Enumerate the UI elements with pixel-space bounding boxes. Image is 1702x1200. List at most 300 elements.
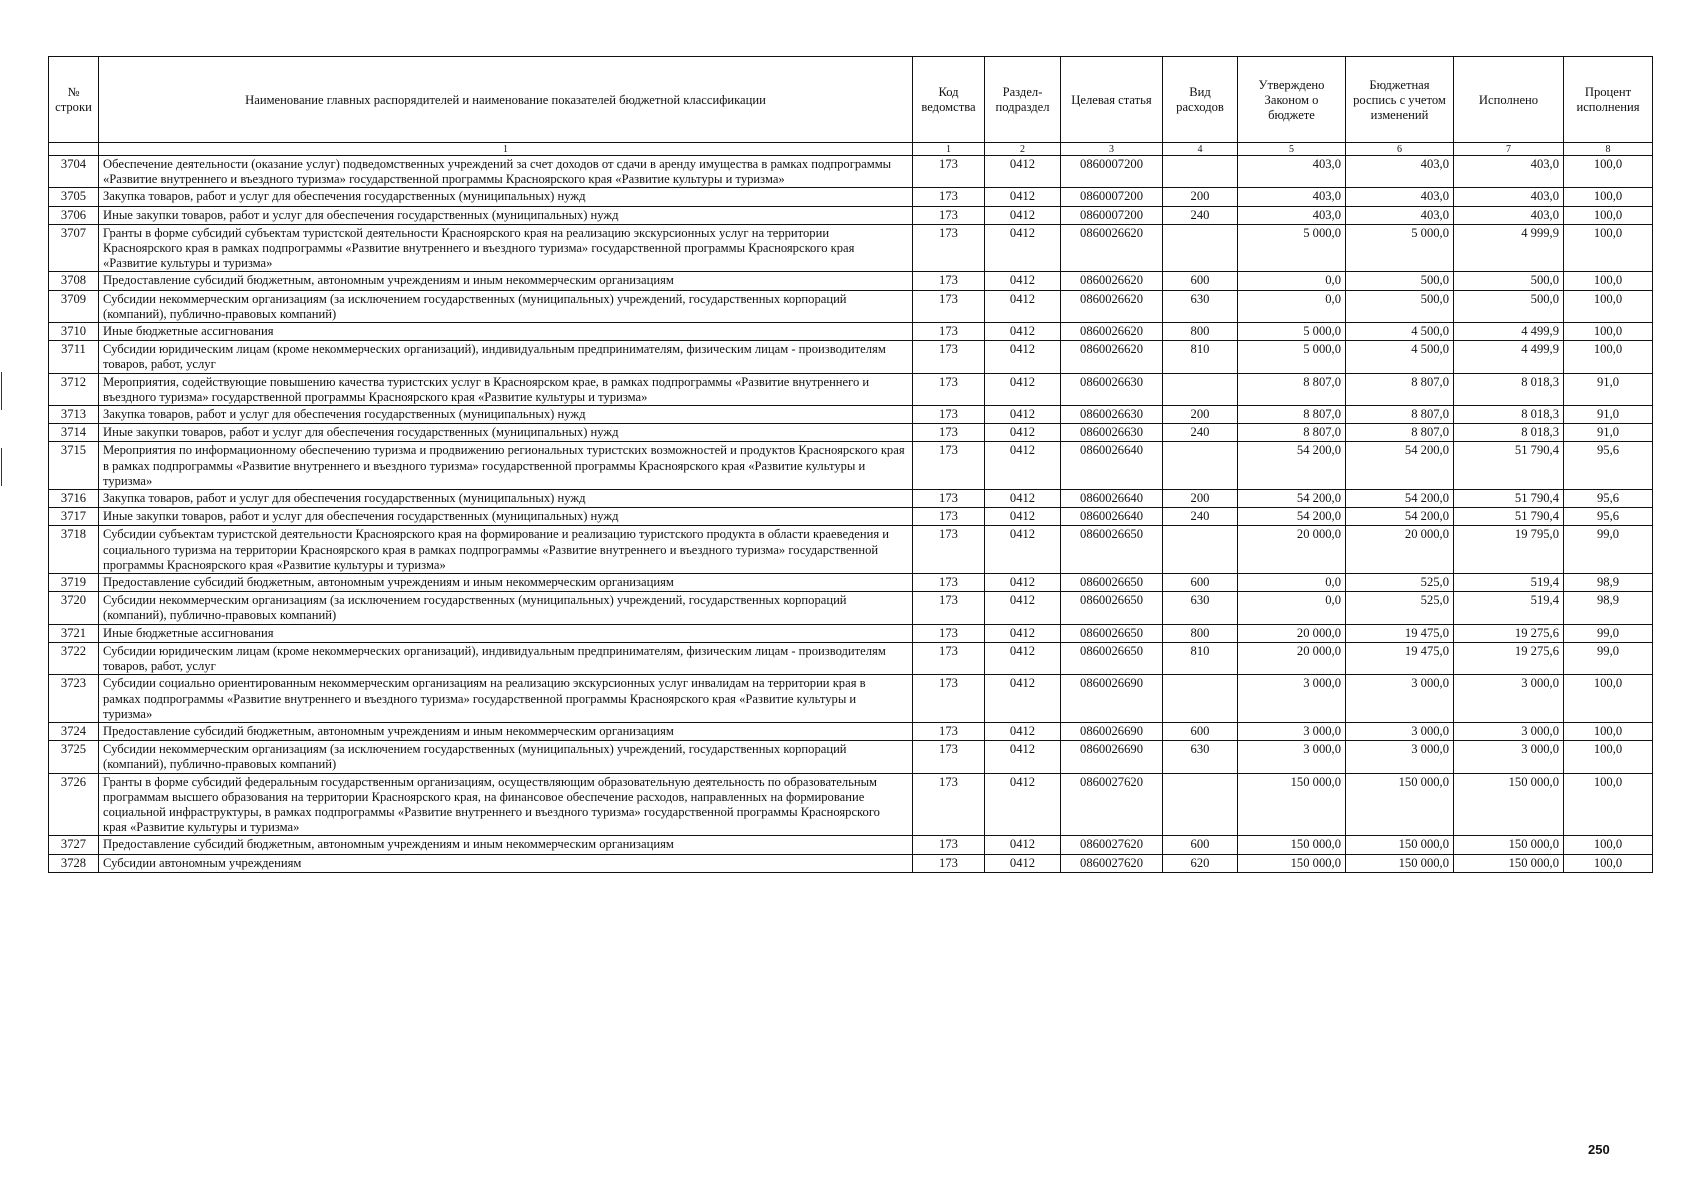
row-name: Иные закупки товаров, работ и услуг для обеспечения государственных (муниципальных) нужд <box>99 508 913 526</box>
row-exp-type: 200 <box>1163 490 1238 508</box>
row-number: 3724 <box>49 722 99 740</box>
row-dept-code: 173 <box>913 206 985 224</box>
row-dept-code: 173 <box>913 675 985 723</box>
row-approved: 5 000,0 <box>1238 224 1346 272</box>
row-approved: 0,0 <box>1238 272 1346 290</box>
budget-table-sheet <box>48 56 1652 873</box>
row-schedule: 500,0 <box>1346 272 1454 290</box>
header-schedule: Бюджетная роспись с учетом изменений <box>1346 57 1454 143</box>
row-exp-type: 620 <box>1163 854 1238 872</box>
row-schedule: 403,0 <box>1346 206 1454 224</box>
table-row <box>49 490 1653 508</box>
row-executed: 403,0 <box>1454 206 1564 224</box>
row-dept-code: 173 <box>913 406 985 424</box>
row-dept-code: 173 <box>913 341 985 373</box>
row-section: 0412 <box>985 341 1061 373</box>
row-target: 0860026630 <box>1061 373 1163 405</box>
row-target: 0860027620 <box>1061 773 1163 836</box>
row-executed: 403,0 <box>1454 156 1564 188</box>
row-executed: 4 499,9 <box>1454 323 1564 341</box>
row-name: Иные бюджетные ассигнования <box>99 624 913 642</box>
row-name: Субсидии юридическим лицам (кроме некоммерческих организаций), индивидуальным предпринимателям, физическим лицам - производителям товаров, работ, услуг <box>99 341 913 373</box>
row-name: Субсидии автономным учреждениям <box>99 854 913 872</box>
column-number: 4 <box>1163 143 1238 156</box>
row-dept-code: 173 <box>913 642 985 674</box>
row-section: 0412 <box>985 206 1061 224</box>
row-target: 0860026640 <box>1061 508 1163 526</box>
row-approved: 54 200,0 <box>1238 490 1346 508</box>
row-percent: 100,0 <box>1564 836 1653 854</box>
row-executed: 519,4 <box>1454 574 1564 592</box>
row-dept-code: 173 <box>913 490 985 508</box>
row-name: Субсидии социально ориентированным некоммерческим организациям на реализацию экскурсионных услуг инвалидам на территории края в рамках подпрограммы «Развитие внутреннего и въездного туризма» государственной программы Красноярского края «Развитие культуры и туризма» <box>99 675 913 723</box>
row-approved: 8 807,0 <box>1238 424 1346 442</box>
row-section: 0412 <box>985 592 1061 624</box>
row-schedule: 54 200,0 <box>1346 490 1454 508</box>
row-schedule: 20 000,0 <box>1346 526 1454 574</box>
row-dept-code: 173 <box>913 773 985 836</box>
row-section: 0412 <box>985 290 1061 322</box>
row-executed: 19 275,6 <box>1454 624 1564 642</box>
row-section: 0412 <box>985 188 1061 206</box>
row-percent: 95,6 <box>1564 442 1653 490</box>
row-schedule: 19 475,0 <box>1346 624 1454 642</box>
row-percent: 100,0 <box>1564 272 1653 290</box>
row-number: 3726 <box>49 773 99 836</box>
row-approved: 0,0 <box>1238 290 1346 322</box>
row-schedule: 54 200,0 <box>1346 442 1454 490</box>
row-section: 0412 <box>985 424 1061 442</box>
row-name: Предоставление субсидий бюджетным, автономным учреждениям и иным некоммерческим организациям <box>99 722 913 740</box>
row-approved: 5 000,0 <box>1238 341 1346 373</box>
row-exp-type: 630 <box>1163 290 1238 322</box>
header-row <box>49 57 1653 143</box>
row-percent: 91,0 <box>1564 373 1653 405</box>
row-target: 0860007200 <box>1061 206 1163 224</box>
row-executed: 19 275,6 <box>1454 642 1564 674</box>
row-name: Предоставление субсидий бюджетным, автономным учреждениям и иным некоммерческим организациям <box>99 272 913 290</box>
row-exp-type: 200 <box>1163 188 1238 206</box>
row-schedule: 54 200,0 <box>1346 508 1454 526</box>
row-number: 3717 <box>49 508 99 526</box>
row-target: 0860026690 <box>1061 741 1163 773</box>
row-executed: 500,0 <box>1454 272 1564 290</box>
row-schedule: 525,0 <box>1346 592 1454 624</box>
row-dept-code: 173 <box>913 526 985 574</box>
row-exp-type: 630 <box>1163 741 1238 773</box>
row-dept-code: 173 <box>913 592 985 624</box>
row-schedule: 403,0 <box>1346 188 1454 206</box>
header-target: Целевая статья <box>1061 57 1163 143</box>
row-schedule: 8 807,0 <box>1346 424 1454 442</box>
row-schedule: 150 000,0 <box>1346 836 1454 854</box>
scan-mark <box>1 372 2 410</box>
row-section: 0412 <box>985 406 1061 424</box>
row-schedule: 3 000,0 <box>1346 741 1454 773</box>
row-dept-code: 173 <box>913 442 985 490</box>
row-approved: 54 200,0 <box>1238 508 1346 526</box>
column-number: 1 <box>99 143 913 156</box>
row-schedule: 4 500,0 <box>1346 323 1454 341</box>
row-percent: 100,0 <box>1564 854 1653 872</box>
row-section: 0412 <box>985 741 1061 773</box>
row-section: 0412 <box>985 574 1061 592</box>
table-row <box>49 574 1653 592</box>
row-name: Гранты в форме субсидий федеральным государственным организациям, осуществляющим образовательную деятельность по образовательным программам высшего образования на территории Красноярского края, на финансовое обеспечение расходов, направленных на формирование социальной инфраструктуры, в рамках подпрограммы «Развитие внутреннего и въездного туризма» государственной программы Красноярского края «Развитие культуры и туризма» <box>99 773 913 836</box>
table-row <box>49 642 1653 674</box>
row-name: Мероприятия, содействующие повышению качества туристских услуг в Красноярском крае, в рамках подпрограммы «Развитие внутреннего и въездного туризма» государственной программы Красноярского края «Развитие культуры и туризма» <box>99 373 913 405</box>
table-row <box>49 624 1653 642</box>
row-executed: 519,4 <box>1454 592 1564 624</box>
row-executed: 150 000,0 <box>1454 836 1564 854</box>
row-approved: 3 000,0 <box>1238 722 1346 740</box>
header-exp-type: Вид расходов <box>1163 57 1238 143</box>
row-percent: 100,0 <box>1564 323 1653 341</box>
table-row <box>49 836 1653 854</box>
row-target: 0860026650 <box>1061 642 1163 674</box>
row-target: 0860026640 <box>1061 490 1163 508</box>
table-row <box>49 741 1653 773</box>
row-executed: 51 790,4 <box>1454 508 1564 526</box>
table-row <box>49 526 1653 574</box>
row-percent: 100,0 <box>1564 773 1653 836</box>
row-target: 0860026640 <box>1061 442 1163 490</box>
row-exp-type: 240 <box>1163 424 1238 442</box>
row-number: 3720 <box>49 592 99 624</box>
row-name: Субсидии юридическим лицам (кроме некоммерческих организаций), индивидуальным предпринимателям, физическим лицам - производителям товаров, работ, услуг <box>99 642 913 674</box>
row-percent: 99,0 <box>1564 526 1653 574</box>
row-dept-code: 173 <box>913 836 985 854</box>
table-body <box>49 156 1653 873</box>
row-section: 0412 <box>985 675 1061 723</box>
row-section: 0412 <box>985 624 1061 642</box>
row-approved: 8 807,0 <box>1238 406 1346 424</box>
column-number: 3 <box>1061 143 1163 156</box>
row-percent: 100,0 <box>1564 224 1653 272</box>
row-executed: 51 790,4 <box>1454 490 1564 508</box>
row-executed: 3 000,0 <box>1454 722 1564 740</box>
row-target: 0860026630 <box>1061 406 1163 424</box>
row-dept-code: 173 <box>913 373 985 405</box>
row-section: 0412 <box>985 156 1061 188</box>
row-approved: 403,0 <box>1238 188 1346 206</box>
row-number: 3723 <box>49 675 99 723</box>
header-name: Наименование главных распорядителей и наименование показателей бюджетной классификации <box>99 57 913 143</box>
row-number: 3714 <box>49 424 99 442</box>
table-row <box>49 188 1653 206</box>
row-name: Обеспечение деятельности (оказание услуг) подведомственных учреждений за счет доходов от сдачи в аренду имущества в рамках подпрограммы «Развитие внутреннего и въездного туризма» государственной программы Красноярского края «Развитие культуры и туризма» <box>99 156 913 188</box>
row-executed: 4 999,9 <box>1454 224 1564 272</box>
table-row <box>49 854 1653 872</box>
row-executed: 51 790,4 <box>1454 442 1564 490</box>
row-schedule: 3 000,0 <box>1346 722 1454 740</box>
table-row <box>49 592 1653 624</box>
table-row <box>49 442 1653 490</box>
page-number: 250 <box>1588 1142 1610 1157</box>
row-dept-code: 173 <box>913 508 985 526</box>
row-exp-type <box>1163 526 1238 574</box>
row-section: 0412 <box>985 373 1061 405</box>
row-approved: 3 000,0 <box>1238 741 1346 773</box>
row-number: 3727 <box>49 836 99 854</box>
row-dept-code: 173 <box>913 722 985 740</box>
row-executed: 19 795,0 <box>1454 526 1564 574</box>
row-section: 0412 <box>985 442 1061 490</box>
row-section: 0412 <box>985 836 1061 854</box>
row-percent: 100,0 <box>1564 341 1653 373</box>
row-executed: 8 018,3 <box>1454 406 1564 424</box>
row-target: 0860026690 <box>1061 722 1163 740</box>
row-exp-type: 240 <box>1163 508 1238 526</box>
row-section: 0412 <box>985 642 1061 674</box>
row-percent: 100,0 <box>1564 722 1653 740</box>
row-schedule: 500,0 <box>1346 290 1454 322</box>
row-exp-type: 800 <box>1163 624 1238 642</box>
row-percent: 100,0 <box>1564 290 1653 322</box>
row-exp-type: 600 <box>1163 836 1238 854</box>
row-executed: 8 018,3 <box>1454 373 1564 405</box>
row-number: 3708 <box>49 272 99 290</box>
row-dept-code: 173 <box>913 424 985 442</box>
row-name: Иные закупки товаров, работ и услуг для обеспечения государственных (муниципальных) нужд <box>99 424 913 442</box>
budget-table <box>48 56 1653 873</box>
row-name: Предоставление субсидий бюджетным, автономным учреждениям и иным некоммерческим организациям <box>99 574 913 592</box>
row-approved: 20 000,0 <box>1238 624 1346 642</box>
row-section: 0412 <box>985 323 1061 341</box>
row-exp-type: 810 <box>1163 642 1238 674</box>
row-dept-code: 173 <box>913 323 985 341</box>
row-approved: 8 807,0 <box>1238 373 1346 405</box>
row-percent: 100,0 <box>1564 741 1653 773</box>
table-row <box>49 156 1653 188</box>
row-target: 0860026620 <box>1061 341 1163 373</box>
row-approved: 20 000,0 <box>1238 642 1346 674</box>
row-executed: 403,0 <box>1454 188 1564 206</box>
row-section: 0412 <box>985 854 1061 872</box>
row-target: 0860026620 <box>1061 224 1163 272</box>
row-name: Субсидии некоммерческим организациям (за исключением государственных (муниципальных) учреждений, государственных корпораций (компаний), публично-правовых компаний) <box>99 741 913 773</box>
row-section: 0412 <box>985 773 1061 836</box>
row-section: 0412 <box>985 224 1061 272</box>
row-number: 3711 <box>49 341 99 373</box>
table-row <box>49 323 1653 341</box>
row-dept-code: 173 <box>913 741 985 773</box>
row-number: 3716 <box>49 490 99 508</box>
column-number: 7 <box>1454 143 1564 156</box>
row-exp-type <box>1163 373 1238 405</box>
row-name: Субсидии некоммерческим организациям (за исключением государственных (муниципальных) учреждений, государственных корпораций (компаний), публично-правовых компаний) <box>99 592 913 624</box>
table-row <box>49 272 1653 290</box>
row-approved: 403,0 <box>1238 156 1346 188</box>
header-row-no: № строки <box>49 57 99 143</box>
row-number: 3712 <box>49 373 99 405</box>
row-percent: 91,0 <box>1564 406 1653 424</box>
row-number: 3713 <box>49 406 99 424</box>
row-target: 0860026620 <box>1061 323 1163 341</box>
row-target: 0860026630 <box>1061 424 1163 442</box>
row-percent: 91,0 <box>1564 424 1653 442</box>
row-target: 0860007200 <box>1061 188 1163 206</box>
row-executed: 4 499,9 <box>1454 341 1564 373</box>
table-row <box>49 722 1653 740</box>
row-number: 3719 <box>49 574 99 592</box>
row-executed: 150 000,0 <box>1454 773 1564 836</box>
table-row <box>49 341 1653 373</box>
row-dept-code: 173 <box>913 574 985 592</box>
row-name: Субсидии субъектам туристской деятельности Красноярского края на формирование и реализацию туристского продукта в области краеведения и социального туризма на территории Красноярского края в рамках подпрограммы «Развитие внутреннего и въездного туризма» государственной программы Красноярского края «Развитие культуры и туризма» <box>99 526 913 574</box>
row-dept-code: 173 <box>913 188 985 206</box>
row-name: Закупка товаров, работ и услуг для обеспечения государственных (муниципальных) нужд <box>99 490 913 508</box>
row-number: 3715 <box>49 442 99 490</box>
column-number <box>49 143 99 156</box>
row-number: 3725 <box>49 741 99 773</box>
row-exp-type: 240 <box>1163 206 1238 224</box>
row-approved: 3 000,0 <box>1238 675 1346 723</box>
row-dept-code: 173 <box>913 624 985 642</box>
row-exp-type: 800 <box>1163 323 1238 341</box>
table-row <box>49 290 1653 322</box>
row-target: 0860026650 <box>1061 624 1163 642</box>
row-approved: 54 200,0 <box>1238 442 1346 490</box>
header-dept-code: Код ведомства <box>913 57 985 143</box>
row-percent: 99,0 <box>1564 642 1653 674</box>
row-schedule: 150 000,0 <box>1346 773 1454 836</box>
row-exp-type <box>1163 675 1238 723</box>
row-section: 0412 <box>985 722 1061 740</box>
row-target: 0860026650 <box>1061 574 1163 592</box>
row-target: 0860026620 <box>1061 290 1163 322</box>
table-row <box>49 224 1653 272</box>
row-target: 0860007200 <box>1061 156 1163 188</box>
column-numbers-row <box>49 143 1653 156</box>
row-section: 0412 <box>985 272 1061 290</box>
row-percent: 100,0 <box>1564 675 1653 723</box>
row-number: 3710 <box>49 323 99 341</box>
header-executed: Исполнено <box>1454 57 1564 143</box>
row-schedule: 3 000,0 <box>1346 675 1454 723</box>
row-schedule: 8 807,0 <box>1346 373 1454 405</box>
row-schedule: 4 500,0 <box>1346 341 1454 373</box>
row-name: Иные закупки товаров, работ и услуг для обеспечения государственных (муниципальных) нужд <box>99 206 913 224</box>
table-row <box>49 424 1653 442</box>
row-exp-type <box>1163 156 1238 188</box>
row-percent: 95,6 <box>1564 490 1653 508</box>
row-number: 3722 <box>49 642 99 674</box>
row-dept-code: 173 <box>913 224 985 272</box>
row-executed: 8 018,3 <box>1454 424 1564 442</box>
row-percent: 100,0 <box>1564 156 1653 188</box>
row-exp-type: 600 <box>1163 722 1238 740</box>
row-schedule: 525,0 <box>1346 574 1454 592</box>
row-name: Мероприятия по информационному обеспечению туризма и продвижению региональных туристских возможностей и продуктов Красноярского края в рамках подпрограммы «Развитие внутреннего и въездного туризма» государственной программы Красноярского края «Развитие культуры и туризма» <box>99 442 913 490</box>
row-approved: 5 000,0 <box>1238 323 1346 341</box>
column-number: 2 <box>985 143 1061 156</box>
row-approved: 150 000,0 <box>1238 773 1346 836</box>
column-number: 1 <box>913 143 985 156</box>
row-name: Иные бюджетные ассигнования <box>99 323 913 341</box>
row-section: 0412 <box>985 508 1061 526</box>
row-schedule: 150 000,0 <box>1346 854 1454 872</box>
header-percent: Процент исполнения <box>1564 57 1653 143</box>
row-exp-type: 630 <box>1163 592 1238 624</box>
row-percent: 100,0 <box>1564 188 1653 206</box>
row-percent: 98,9 <box>1564 574 1653 592</box>
row-number: 3718 <box>49 526 99 574</box>
row-section: 0412 <box>985 490 1061 508</box>
row-target: 0860026650 <box>1061 526 1163 574</box>
column-number: 8 <box>1564 143 1653 156</box>
row-schedule: 19 475,0 <box>1346 642 1454 674</box>
row-schedule: 8 807,0 <box>1346 406 1454 424</box>
row-executed: 3 000,0 <box>1454 741 1564 773</box>
row-number: 3721 <box>49 624 99 642</box>
row-approved: 20 000,0 <box>1238 526 1346 574</box>
row-exp-type: 810 <box>1163 341 1238 373</box>
row-executed: 3 000,0 <box>1454 675 1564 723</box>
row-section: 0412 <box>985 526 1061 574</box>
row-number: 3704 <box>49 156 99 188</box>
row-name: Закупка товаров, работ и услуг для обеспечения государственных (муниципальных) нужд <box>99 406 913 424</box>
table-row <box>49 373 1653 405</box>
row-number: 3705 <box>49 188 99 206</box>
row-name: Гранты в форме субсидий субъектам туристской деятельности Красноярского края на реализацию экскурсионных услуг на территории Красноярского края в рамках подпрограммы «Развитие внутреннего и въездного туризма» государственной программы Красноярского края «Развитие культуры и туризма» <box>99 224 913 272</box>
column-number: 6 <box>1346 143 1454 156</box>
row-number: 3707 <box>49 224 99 272</box>
row-target: 0860027620 <box>1061 836 1163 854</box>
table-row <box>49 773 1653 836</box>
row-percent: 95,6 <box>1564 508 1653 526</box>
row-approved: 403,0 <box>1238 206 1346 224</box>
row-number: 3728 <box>49 854 99 872</box>
row-name: Предоставление субсидий бюджетным, автономным учреждениям и иным некоммерческим организациям <box>99 836 913 854</box>
row-target: 0860026650 <box>1061 592 1163 624</box>
table-row <box>49 508 1653 526</box>
row-dept-code: 173 <box>913 290 985 322</box>
row-name: Закупка товаров, работ и услуг для обеспечения государственных (муниципальных) нужд <box>99 188 913 206</box>
row-number: 3709 <box>49 290 99 322</box>
table-row <box>49 406 1653 424</box>
row-target: 0860026620 <box>1061 272 1163 290</box>
row-approved: 150 000,0 <box>1238 836 1346 854</box>
row-percent: 98,9 <box>1564 592 1653 624</box>
row-exp-type: 600 <box>1163 574 1238 592</box>
scan-mark <box>1 448 2 486</box>
table-row <box>49 675 1653 723</box>
row-exp-type <box>1163 224 1238 272</box>
row-number: 3706 <box>49 206 99 224</box>
row-schedule: 403,0 <box>1346 156 1454 188</box>
row-name: Субсидии некоммерческим организациям (за исключением государственных (муниципальных) учреждений, государственных корпораций (компаний), публично-правовых компаний) <box>99 290 913 322</box>
row-approved: 0,0 <box>1238 574 1346 592</box>
row-approved: 0,0 <box>1238 592 1346 624</box>
row-exp-type: 200 <box>1163 406 1238 424</box>
row-schedule: 5 000,0 <box>1346 224 1454 272</box>
column-number: 5 <box>1238 143 1346 156</box>
header-section: Раздел-подраздел <box>985 57 1061 143</box>
row-percent: 99,0 <box>1564 624 1653 642</box>
row-exp-type <box>1163 442 1238 490</box>
row-dept-code: 173 <box>913 272 985 290</box>
row-executed: 500,0 <box>1454 290 1564 322</box>
row-percent: 100,0 <box>1564 206 1653 224</box>
row-exp-type: 600 <box>1163 272 1238 290</box>
row-dept-code: 173 <box>913 156 985 188</box>
row-dept-code: 173 <box>913 854 985 872</box>
row-target: 0860026690 <box>1061 675 1163 723</box>
row-exp-type <box>1163 773 1238 836</box>
header-approved: Утверждено Законом о бюджете <box>1238 57 1346 143</box>
row-executed: 150 000,0 <box>1454 854 1564 872</box>
